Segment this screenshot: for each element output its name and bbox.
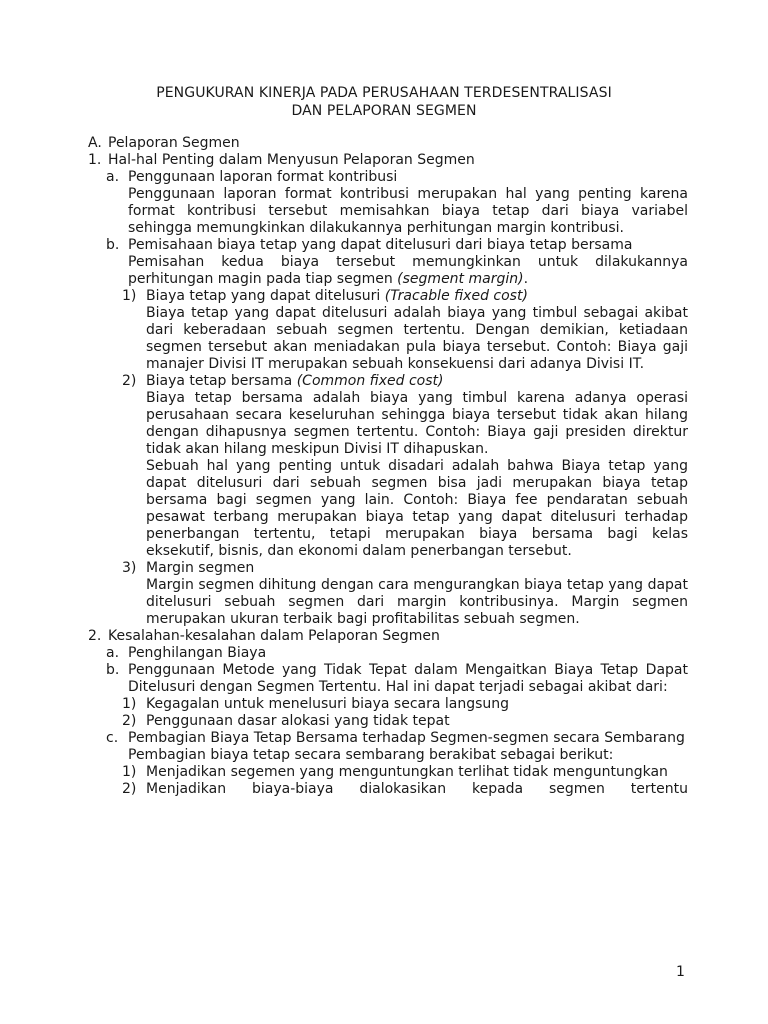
item-2-label: Kesalahan-kesalahan dalam Pelaporan Segmen	[108, 628, 440, 644]
item-2c-label: Pembagian Biaya Tetap Bersama terhadap Segmen-segmen secara Sembarang	[128, 730, 685, 746]
item-1b-1-marker: 1)	[122, 288, 137, 304]
item-1-label: Hal-hal Penting dalam Menyusun Pelaporan Segmen	[108, 152, 475, 168]
section-a-heading	[88, 135, 688, 152]
item-2b-2-label: Penggunaan dasar alokasi yang tidak tepat	[146, 713, 450, 729]
item-1b-body-end: .	[523, 271, 529, 287]
item-2b-1	[88, 696, 688, 713]
item-2b-2	[88, 713, 688, 730]
item-2c-2-label: Menjadikan biaya-biaya dialokasikan kepada segmen tertentu	[146, 781, 688, 797]
item-1b-heading	[88, 237, 688, 254]
item-1a-body: Penggunaan laporan format kontribusi merupakan hal yang penting karena format kontribusi tersebut memisahkan biaya tetap dari biaya variabel sehingga memungkinkan dilakukannya perhitungan margin kontribusi.	[128, 186, 688, 236]
item-1-marker: 1.	[88, 152, 102, 168]
item-1a-label: Penggunaan laporan format kontribusi	[128, 169, 398, 185]
page-number: 1	[676, 964, 685, 980]
item-1b-2-heading	[88, 373, 688, 390]
item-1b-body-text: Pemisahan kedua biaya tersebut memungkinkan untuk dilakukannya perhitungan magin pada tiap segmen	[128, 254, 688, 287]
item-1b-3-body: Margin segmen dihitung dengan cara mengurangkan biaya tetap yang dapat ditelusuri sebuah segmen dari margin kontribusinya. Margin segmen merupakan ukuran terbaik bagi profitabilitas sebuah segmen.	[146, 577, 688, 627]
item-1b-2-label-emphasis: (Common fixed cost)	[296, 373, 444, 389]
item-1b-3-marker: 3)	[122, 560, 137, 576]
document-title	[0, 84, 768, 120]
item-2b-marker: b.	[106, 662, 120, 678]
item-1b-2-label-text: Biaya tetap bersama	[146, 373, 297, 389]
item-1b-label: Pemisahaan biaya tetap yang dapat ditelusuri dari biaya tetap bersama	[128, 237, 633, 253]
item-2-marker: 2.	[88, 628, 102, 644]
title-line-1: PENGUKURAN KINERJA PADA PERUSAHAAN TERDESENTRALISASI	[156, 85, 612, 101]
item-1b-1-label	[146, 288, 688, 305]
item-2c-2	[88, 781, 688, 798]
item-2-heading	[88, 628, 688, 645]
item-1b-2-body-1: Biaya tetap bersama adalah biaya yang timbul karena adanya operasi perusahaan secara keseluruhan sehingga biaya tersebut tidak akan hilang dengan dihapusnya segmen tertentu. Contoh: Biaya gaji presiden direktur tidak akan hilang meskipun Divisi IT dihapuskan.	[146, 390, 688, 457]
item-1b-1-heading	[88, 288, 688, 305]
item-1-heading	[88, 152, 688, 169]
item-2b-label: Penggunaan Metode yang Tidak Tepat dalam Mengaitkan Biaya Tetap Dapat Ditelusuri dengan Segmen Tertentu. Hal ini dapat terjadi sebagai akibat dari:	[128, 662, 688, 695]
item-1a-heading	[88, 169, 688, 186]
item-2c-1	[88, 764, 688, 781]
item-1b-2-label	[146, 373, 688, 390]
item-1b-2-body-2: Sebuah hal yang penting untuk disadari adalah bahwa Biaya tetap yang dapat ditelusuri dari sebuah segmen bisa jadi merupakan biaya tetap bersama bagi segmen yang lain. Contoh: Biaya fee pendaratan sebuah pesawat terbang merupakan biaya tetap yang dapat ditelusuri terhadap penerbangan tertentu, tetapi merupakan biaya bersama bagi kelas eksekutif, bisnis, dan ekonomi dalam penerbangan tersebut.	[146, 458, 688, 559]
item-1a-marker: a.	[106, 169, 120, 185]
item-2a-marker: a.	[106, 645, 120, 661]
item-1b-1-label-emphasis: (Tracable fixed cost)	[384, 288, 528, 304]
item-1b-1-body: Biaya tetap yang dapat ditelusuri adalah biaya yang timbul sebagai akibat dari keberadaan sebuah segmen tertentu. Dengan demikian, ketiadaan segmen tersebut akan meniadakan pula biaya tersebut. Contoh: Biaya gaji manajer Divisi IT merupakan sebuah konsekuensi dari adanya Divisi IT.	[146, 305, 688, 372]
item-2c-1-label: Menjadikan segemen yang menguntungkan terlihat tidak menguntungkan	[146, 764, 668, 780]
title-line-2: DAN PELAPORAN SEGMEN	[291, 103, 477, 119]
item-2a-heading	[88, 645, 688, 662]
item-1b-3-label: Margin segmen	[146, 560, 255, 576]
item-2b-1-marker: 1)	[122, 696, 137, 712]
item-2c-2-marker: 2)	[122, 781, 137, 797]
item-1b-1-label-text: Biaya tetap yang dapat ditelusuri	[146, 288, 385, 304]
section-a-marker: A.	[88, 135, 102, 151]
item-2c-body: Pembagian biaya tetap secara sembarang berakibat sebagai berikut:	[128, 747, 614, 763]
section-a-label: Pelaporan Segmen	[108, 135, 240, 151]
item-2c-marker: c.	[106, 730, 119, 746]
item-1b-marker: b.	[106, 237, 120, 253]
document-body	[88, 135, 688, 798]
item-2c-1-marker: 1)	[122, 764, 137, 780]
item-2b-1-label: Kegagalan untuk menelusuri biaya secara langsung	[146, 696, 510, 712]
item-2b-heading	[88, 662, 688, 696]
item-2b-2-marker: 2)	[122, 713, 137, 729]
item-1b-body-emphasis: (segment margin)	[397, 271, 524, 287]
item-2a-label: Penghilangan Biaya	[128, 645, 267, 661]
item-1b-3-heading	[88, 560, 688, 577]
item-1b-body	[88, 254, 688, 288]
item-1b-2-marker: 2)	[122, 373, 137, 389]
item-2c-heading	[88, 730, 688, 747]
